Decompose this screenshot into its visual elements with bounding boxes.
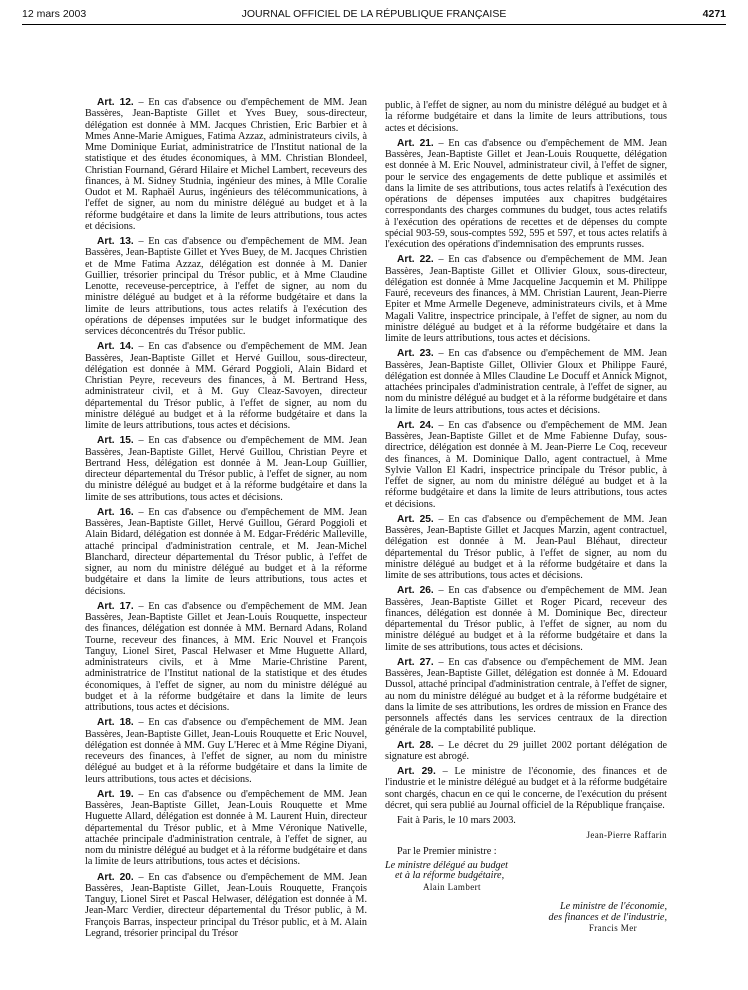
article-28: Art. 28. – Le décret du 29 juillet 2002 portant délégation de signature est abrogé. [385,739,667,762]
article-27: Art. 27. – En cas d'absence ou d'empêchement de MM. Jean Bassères, Jean-Baptiste Gillet, délégation est donnée à M. Edouard Dussol, attaché principal d'administration centrale, à l'effet de signer, au nom du ministre délégué au budget et à la réforme budgétaire et dans la limite de ses attributions, les ordres de mission en France des personnels affectés dans les services centraux de la direction générale de la comptabilité publique. [385,656,667,736]
article-19: Art. 19. – En cas d'absence ou d'empêchement de MM. Jean Bassères, Jean-Baptiste Gillet, Jean-Louis Rouquette et Mme Huguette Allard, délégation est donnée à M. Laurent Huin, directeur départemental du Trésor public, et à Mme Véronique Nativelle, attachée principale d'administration centrale, à l'effet de signer, au nom du ministre délégué au budget et à la réforme budgétaire et dans la limite de leurs attributions, tous actes et décisions. [85,788,367,868]
minister-economy-name: Francis Mer [588,923,637,934]
minister-budget-title-1: Le ministre délégué au budget [385,859,508,871]
article-22: Art. 22. – En cas d'absence ou d'empêchement de MM. Jean Bassères, Jean-Baptiste Gillet et Ollivier Gloux, sous-directeur, délégation est donnée à Mme Jacqueline Jacquemin et M. Philippe Fauré, receveurs des finances, à MM. Christian Laurent, Jean-Pierre Epiter et Mme Armelle Degeneve, administrateurs civils, et à Mme Magali Valitre, inspectrice principale, à l'effet de signer, au nom du ministre délégué au budget et à la réforme budgétaire et dans la limite de leurs attributions, tous actes et décisions. [385,254,667,344]
minister-economy-title-1: Le ministre de l'économie, [559,901,667,913]
issue-date: 12 mars 2003 [22,8,87,20]
page-number: 4271 [702,8,726,20]
minister-economy-signature [385,902,667,934]
article-12: Art. 12. – En cas d'absence ou d'empêchement de MM. Jean Bassères, Jean-Baptiste Gillet et Yves Buey, sous-directeur, délégation est donnée à MM. Jacques Christien, Eric Barbier et à Mmes Anne-Marie Amigues, Fatima Azzaz, administrateurs civils, à Mme Dominique Euriat, administratrice de l'Institut national de la statistique et des études économiques, à MM. Christian Blondeel, Christian Fournand, Gérard Hilaire et Michel Lambert, receveurs des finances, à M. Sidney Studnia, ingénieur des mines, à Mlle Coralie Oudot et M. Raphaël Aurus, ingénieurs des télécommunications, à l'effet de signer, au nom du ministre délégué au budget et à la réforme budgétaire et dans la limite de leurs attributions, tous actes et décisions. [85,97,367,232]
journal-title: JOURNAL OFFICIEL DE LA RÉPUBLIQUE FRANÇAISE [241,8,507,20]
minister-economy-title-2: des finances et de l'industrie, [548,911,667,923]
header-rule [22,24,726,25]
done-at: Fait à Paris, le 10 mars 2003. [397,815,516,826]
per-prime-minister: Par le Premier ministre : [397,845,497,857]
article-29: Art. 29. – Le ministre de l'économie, des finances et de l'industrie et le ministre délégué au budget et à la réforme budgétaire sont chargés, chacun en ce qui le concerne, de l'exécution du présent décret, qui sera publié au Journal officiel de la République française. [385,766,667,811]
article-21: Art. 21. – En cas d'absence ou d'empêchement de MM. Jean Bassères, Jean-Baptiste Gillet et Jean-Louis Rouquette, délégation est donnée à M. Eric Nouvel, administrateur civil, à l'effet de signer, pour le service des engagements de dette publique et assimilés et dans la limite de ses attributions, tous actes relatifs à l'exécution des opérations de dépenses imputées aux chapitres budgétaires correspondants des charges communes du budget, tous actes relatifs à l'exécution des opérations de recettes et de dépenses du compte spécial 903-59, sous-comptes 592, 595 et 597, et tous actes relatifs à l'exécution des opérations d'indemnisation des emprunts russes. [385,137,667,250]
minister-budget-signature [385,861,667,893]
article-23: Art. 23. – En cas d'absence ou d'empêchement de MM. Jean Bassères, Jean-Baptiste Gillet, Ollivier Gloux et Philippe Fauré, délégation est donnée à Mlles Claudine Le Docuff et Annick Mignot, attachées principales d'administration centrale, à l'effet de signer, au nom du ministre délégué au budget et à la réforme budgétaire et dans la limite de leurs attributions, tous actes et décisions. [385,348,667,416]
minister-budget-name: Alain Lambert [423,881,481,892]
article-16: Art. 16. – En cas d'absence ou d'empêchement de MM. Jean Bassères, Jean-Baptiste Gillet, Hervé Guillou, Gérard Poggioli et Alain Bidard, délégation est donnée à M. Edgar-Frédéric Malleville, attaché principal d'administration centrale, et M. Jean-Michel Blanchard, directeur départemental du Trésor public, à l'effet de signer, au nom du ministre délégué au budget et à la réforme budgétaire et dans la limite de leurs attributions, tous actes et décisions. [85,506,367,597]
article-20-continued: public, à l'effet de signer, au nom du ministre délégué au budget et à la réforme budgétaire et dans la limite de leurs attributions, tous actes et décisions. [385,100,667,134]
article-13: Art. 13. – En cas d'absence ou d'empêchement de MM. Jean Bassères, Jean-Baptiste Gillet et Yves Buey, de M. Jacques Christien et de Mme Fatima Azzaz, délégation est donnée à M. Danier Guillier, trésorier principal du Trésor public, et à Mme Claudine Lenotte, receveuse-perceptrice, à l'effet de signer, au nom du ministre délégué au budget et à la réforme budgétaire et dans la limite de leurs attributions, tous actes relatifs à l'exécution des opérations de dépenses imputées sur le budget informatique des services déconcentrés du Trésor public. [85,236,367,337]
article-25: Art. 25. – En cas d'absence ou d'empêchement de MM. Jean Bassères, Jean-Baptiste Gillet et Jacques Marzin, agent contractuel, délégation est donnée à M. Jean-Paul Bléhaut, directeur départemental du Trésor public, à l'effet de signer, au nom du ministre délégué au budget et à la réforme budgétaire et dans la limite de ses attributions, tous actes et décisions. [385,513,667,581]
right-column [385,100,667,934]
page-header [22,8,726,24]
article-26: Art. 26. – En cas d'absence ou d'empêchement de MM. Jean Bassères, Jean-Baptiste Gillet et Roger Picard, receveur des finances, délégation est donnée à M. Dominique Bec, directeur départemental du Trésor public, à l'effet de signer, au nom du ministre délégué au budget et à la réforme budgétaire et dans la limite de ses attributions, tous actes et décisions. [385,585,667,653]
minister-budget-title-2: et à la réforme budgétaire, [395,870,505,882]
article-14: Art. 14. – En cas d'absence ou d'empêchement de MM. Jean Bassères, Jean-Baptiste Gillet et Hervé Guillou, sous-directeur, délégation est donnée à MM. Gérard Poggioli, Alain Bidard et Christian Peyre, receveurs des finances, à M. Bertrand Hess, administrateur civil, et à M. Guy Cleaz-Savoyen, directeur départemental du Trésor public, à l'effet de signer, au nom du ministre délégué au budget et à la réforme budgétaire et dans la limite de leurs attributions, tous actes et décisions. [85,341,367,431]
article-24: Art. 24. – En cas d'absence ou d'empêchement de MM. Jean Bassères, Jean-Baptiste Gillet et de Mme Fabienne Dufay, sous-directrice, délégation est donnée à M. Jean-Pierre Le Coq, receveur des finances, à M. Dominique Dallo, agent contractuel, à Mme Sylvie Vallon El Kadri, inspectrice principale du Trésor public, à l'effet de signer, au nom du ministre délégué au budget et à la réforme budgétaire et dans la limite de leurs attributions, tous actes et décisions. [385,419,667,510]
article-17: Art. 17. – En cas d'absence ou d'empêchement de MM. Jean Bassères, Jean-Baptiste Gillet et Jean-Louis Rouquette, inspecteur des finances, délégation est donnée à MM. Bernard Adans, Roland Tourne, receveur des finances, à MM. Eric Nouvel et François Tanguy, Lionel Siret, Pascal Helwaser et Mme Huguette Allard, administrateurs civils, et à Mme Marie-Christine Parent, administratrice de l'Institut national de la statistique et des études économiques, à l'effet de signer, au nom du ministre délégué au budget et à la réforme budgétaire et dans la limite de leurs attributions, tous actes et décisions. [85,600,367,713]
article-15: Art. 15. – En cas d'absence ou d'empêchement de MM. Jean Bassères, Jean-Baptiste Gillet, Hervé Guillou, Christian Peyre et Bertrand Hess, délégation est donnée à M. Jean-Loup Guillier, directeur départemental du Trésor public, à l'effet de signer, au nom du ministre délégué au budget et à la réforme budgétaire et dans la limite de ses attributions, tous actes et décisions. [85,435,367,503]
left-column [85,97,367,943]
article-18: Art. 18. – En cas d'absence ou d'empêchement de MM. Jean Bassères, Jean-Baptiste Gillet, Jean-Louis Rouquette et Eric Nouvel, délégation est donnée à MM. Guy L'Herec et à Mme Régine Diyani, receveurs des finances, à l'effet de signer, au nom du ministre délégué au budget et à la réforme budgétaire et dans la limite de leurs attributions, tous actes et décisions. [85,717,367,785]
signer-prime-minister: Jean-Pierre Raffarin [586,830,667,841]
article-20: Art. 20. – En cas d'absence ou d'empêchement de MM. Jean Bassères, Jean-Baptiste Gillet, Jean-Louis Rouquette, François Tanguy, Lionel Siret et Pascal Helwaser, délégation est donnée à M. Jean-Marc Verdier, directeur départemental du Trésor public, à M. François Barras, inspecteur principal du Trésor public, et à M. Alain Legrand, trésorier principal du Trésor [85,871,367,939]
